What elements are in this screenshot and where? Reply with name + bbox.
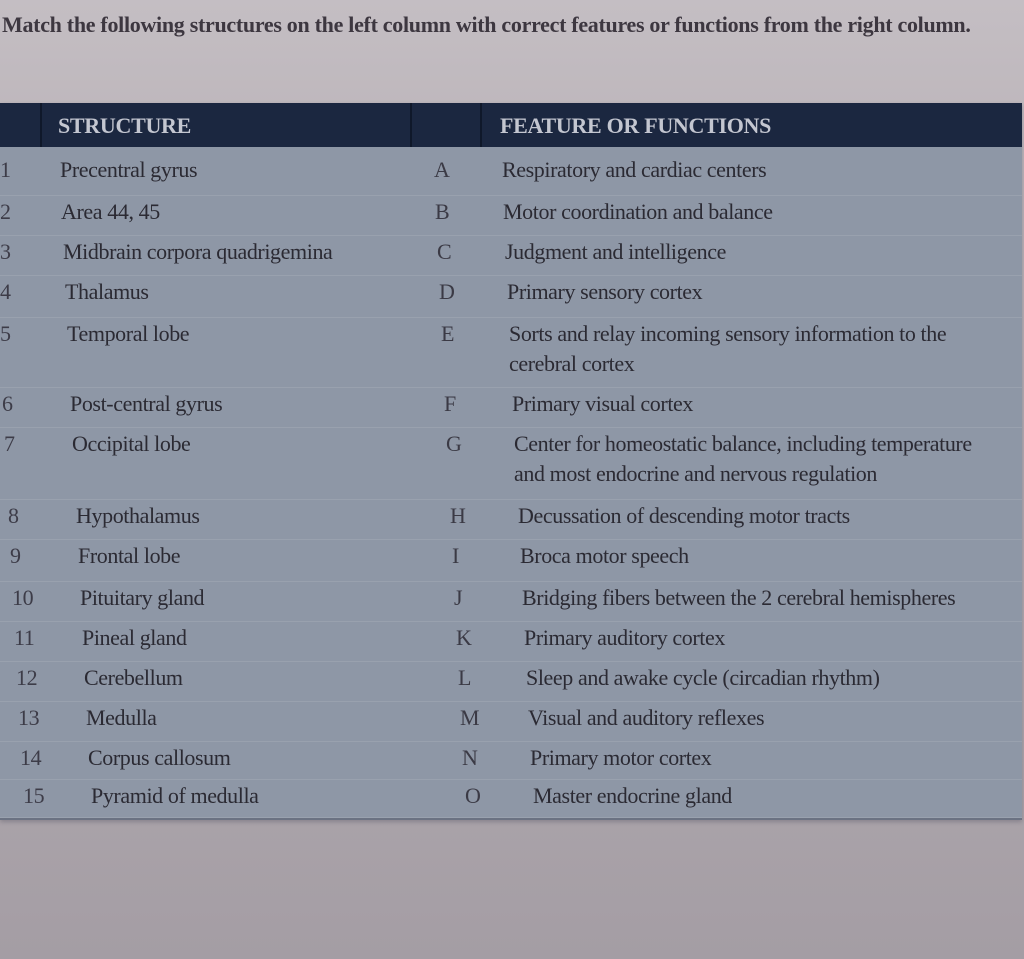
feature-text: Sorts and relay incoming sensory information to the cerebral cortex [509, 321, 947, 376]
row-number: 8 [8, 503, 19, 528]
table-row [0, 387, 1022, 428]
row-number: 11 [14, 625, 35, 650]
row-number: 13 [18, 705, 40, 730]
answer-letter: O [465, 783, 481, 808]
table-row [0, 581, 1022, 622]
structure-name: Area 44, 45 [61, 199, 160, 224]
table-row [0, 317, 1022, 388]
table-row [0, 153, 1022, 196]
feature-text: Primary sensory cortex [507, 279, 703, 304]
table-row [0, 275, 1022, 318]
row-number: 12 [16, 665, 38, 690]
answer-letter: E [441, 321, 455, 346]
table-row [0, 741, 1022, 780]
feature-text: Respiratory and cardiac centers [502, 157, 767, 182]
answer-letter: N [462, 745, 478, 770]
answer-letter: H [450, 503, 466, 528]
feature-text: Sleep and awake cycle (circadian rhythm) [526, 665, 880, 690]
answer-letter: M [460, 705, 480, 730]
structure-name: Pituitary gland [80, 585, 205, 610]
table-header [0, 103, 1022, 147]
row-number: 1 [0, 157, 11, 182]
structure-name: Pineal gland [82, 625, 187, 650]
row-number: 9 [10, 543, 21, 568]
instruction-text: Match the following structures on the left column with correct features or functions from the right column. [2, 12, 971, 37]
structure-name: Corpus callosum [88, 745, 231, 770]
row-number: 3 [0, 239, 11, 264]
row-number: 14 [20, 745, 42, 770]
header-feature: FEATURE OR FUNCTIONS [500, 113, 772, 138]
structure-name: Precentral gyrus [60, 157, 198, 182]
answer-letter: L [458, 665, 472, 690]
row-number: 4 [0, 279, 11, 304]
structure-name: Pyramid of medulla [91, 783, 259, 808]
structure-name: Occipital lobe [72, 431, 191, 456]
table-row [0, 661, 1022, 702]
structure-name: Frontal lobe [78, 543, 181, 568]
table-row [0, 499, 1022, 540]
answer-letter: G [446, 431, 462, 456]
table-row [0, 195, 1022, 236]
structure-name: Cerebellum [84, 665, 183, 690]
header-divider [410, 103, 412, 147]
table-row [0, 235, 1022, 276]
structure-name: Medulla [86, 705, 157, 730]
answer-letter: A [434, 157, 450, 182]
table-row [0, 539, 1022, 582]
feature-text: Primary motor cortex [530, 745, 712, 770]
feature-text: Master endocrine gland [533, 783, 732, 808]
header-divider [40, 103, 42, 147]
structure-name: Hypothalamus [76, 503, 200, 528]
row-number: 2 [0, 199, 11, 224]
feature-text: Motor coordination and balance [503, 199, 773, 224]
feature-text: Center for homeostatic balance, including temperature and most endocrine and nervous regulation [514, 431, 972, 486]
feature-text: Bridging fibers between the 2 cerebral hemispheres [522, 585, 956, 610]
answer-letter: C [437, 239, 452, 264]
table-row [0, 427, 1022, 500]
answer-letter: I [452, 543, 459, 568]
answer-letter: B [435, 199, 450, 224]
row-number: 5 [0, 321, 11, 346]
answer-letter: F [444, 391, 456, 416]
structure-name: Thalamus [65, 279, 149, 304]
matching-table [0, 103, 1022, 820]
feature-text: Broca motor speech [520, 543, 689, 568]
structure-name: Midbrain corpora quadrigemina [63, 239, 333, 264]
feature-text: Primary visual cortex [512, 391, 693, 416]
answer-letter: J [454, 585, 463, 610]
header-divider [480, 103, 482, 147]
feature-text: Primary auditory cortex [524, 625, 725, 650]
structure-name: Post-central gyrus [70, 391, 223, 416]
feature-text: Visual and auditory reflexes [528, 705, 765, 730]
feature-text: Judgment and intelligence [505, 239, 726, 264]
structure-name: Temporal lobe [67, 321, 190, 346]
answer-letter: K [456, 625, 472, 650]
row-number: 10 [12, 585, 34, 610]
row-number: 15 [23, 783, 45, 808]
row-number: 7 [4, 431, 15, 456]
feature-text: Decussation of descending motor tracts [518, 503, 850, 528]
table-row [0, 621, 1022, 662]
answer-letter: D [439, 279, 455, 304]
row-number: 6 [2, 391, 13, 416]
table-row [0, 779, 1022, 818]
table-row [0, 701, 1022, 742]
header-structure: STRUCTURE [58, 113, 191, 138]
